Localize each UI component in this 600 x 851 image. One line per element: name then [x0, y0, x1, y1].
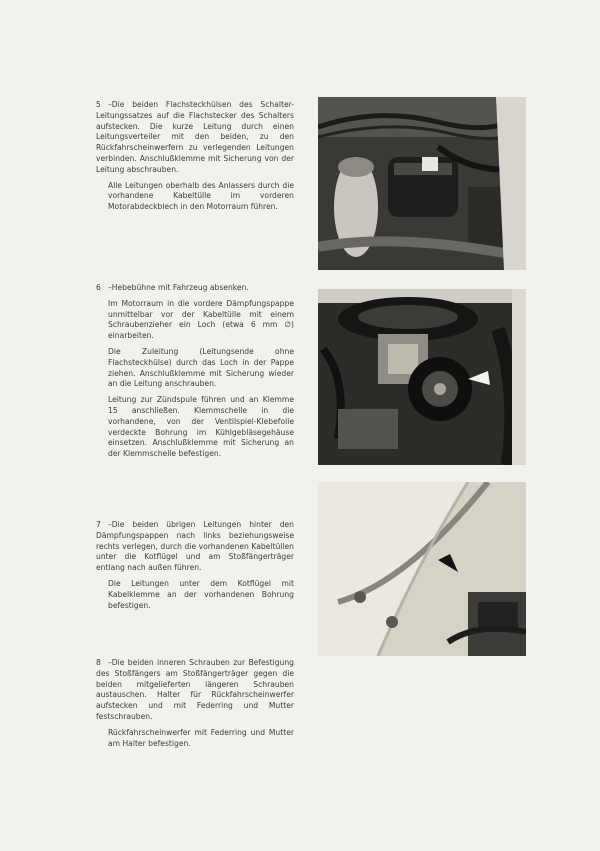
- photo-engine-bay-image: [318, 289, 526, 465]
- photo-starter-wiring-image: [318, 97, 526, 270]
- step-text: Im Motorraum in die vordere Dämpfungspappe unmittelbar vor der Kabeltülle mit einem Schraubenzieher ein Loch (etwa 6 mm ∅) einarbeiten.: [108, 298, 294, 341]
- step-text: Die beiden Flachsteckhülsen des Schalter-Leitungssatzes auf die Flachstecker des Schalters aufstecken. Die kurze Leitung durch einen Leitungsverteiler mit den beiden, zu den Rückfahrscheinwerfern zu verlegenden Leitungen verbinden. Anschlußklemme mit Sicherung von der Leitung abschrauben.: [96, 100, 294, 174]
- step-text: Die beiden übrigen Leitungen hinter den Dämpfungspappen nach links beziehungsweise rechts verlegen, durch die vorhandenen Kabeltüllen unter die Kotflügel und am Stoßfängerträger entlang nach außen führen.: [96, 520, 294, 573]
- photo-fender-bracket: [318, 482, 526, 656]
- step-6: 6 –Hebebühne mit Fahrzeug absenken. Im Motorraum in die vordere Dämpfungspappe unmittelbar vor der Kabeltülle mit einem Schraubenzieher ein Loch (etwa 6 mm ∅) einarbeiten. Die Zuleitung (Leitungsende ohne Flachsteckhülse) durch das Loch in der Pappe ziehen. Anschlußklemme mit Sicherung wieder an die Leitung anschrauben. Leitung zur Zündspule führen und an Klemme 15 anschließen. Klemmschelle in die vorhandene, von der Ventilspiel-Klebefolie verdeckte Bohrung im Kühlgebläsegehäuse einsetzen. Anschlußklemme mit Sicherung an der Klemmschelle befestigen.: [96, 283, 294, 459]
- step-number: 7: [96, 520, 101, 529]
- step-text: Hebebühne mit Fahrzeug absenken.: [111, 283, 249, 292]
- step-number: 8: [96, 658, 101, 667]
- step-7: 7 –Die beiden übrigen Leitungen hinter den Dämpfungspappen nach links beziehungsweise rechts verlegen, durch die vorhandenen Kabeltüllen unter die Kotflügel und am Stoßfängerträger entlang nach außen führen. Die Leitungen unter dem Kotflügel mit Kabelklemme an der vorhandenen Bohrung befestigen.: [96, 520, 294, 610]
- step-text: Die Zuleitung (Leitungsende ohne Flachsteckhülse) durch das Loch in der Pappe ziehen. Anschlußklemme mit Sicherung wieder an die Leitung anschrauben.: [108, 346, 294, 389]
- step-5: 5 –Die beiden Flachsteckhülsen des Schalter-Leitungssatzes auf die Flachstecker des Schalters aufstecken. Die kurze Leitung durch einen Leitungsverteiler mit den beiden, zu den Rückfahrscheinwerfern zu verlegenden Leitungen verbinden. Anschlußklemme mit Sicherung von der Leitung abschrauben. Alle Leitungen oberhalb des Anlassers durch die vorhandene Kabeltülle im vorderen Motorabdeckblech in den Motorraum führen.: [96, 100, 294, 212]
- step-number: 6: [96, 283, 101, 292]
- photo-fender-bracket-image: [318, 482, 526, 656]
- photo-engine-bay: [318, 289, 526, 465]
- step-8: 8 –Die beiden inneren Schrauben zur Befestigung des Stoßfängers am Stoßfängerträger gegen die beiden mitgelieferten längeren Schrauben austauschen. Halter für Rückfahrscheinwerfer aufstecken und mit Federring und Mutter festschrauben. Rückfahrscheinwerfer mit Federring und Mutter am Halter befestigen.: [96, 658, 294, 748]
- step-text: Alle Leitungen oberhalb des Anlassers durch die vorhandene Kabeltülle im vorderen Motorabdeckblech in den Motorraum führen.: [108, 180, 294, 212]
- step-text: Die Leitungen unter dem Kotflügel mit Kabelklemme an der vorhandenen Bohrung befestigen.: [108, 578, 294, 610]
- step-text: Leitung zur Zündspule führen und an Klemme 15 anschließen. Klemmschelle in die vorhandene, von der Ventilspiel-Klebefolie verdeckte Bohrung im Kühlgebläsegehäuse einsetzen. Anschlußklemme mit Sicherung an der Klemmschelle befestigen.: [108, 395, 294, 459]
- step-text: Rückfahrscheinwerfer mit Federring und Mutter am Halter befestigen.: [108, 727, 294, 748]
- photo-starter-wiring: [318, 97, 526, 270]
- step-text: Die beiden inneren Schrauben zur Befestigung des Stoßfängers am Stoßfängerträger gegen die beiden mitgelieferten längeren Schrauben austauschen. Halter für Rückfahrscheinwerfer aufstecken und mit Federring und Mutter festschrauben.: [96, 658, 294, 721]
- step-number: 5: [96, 100, 101, 109]
